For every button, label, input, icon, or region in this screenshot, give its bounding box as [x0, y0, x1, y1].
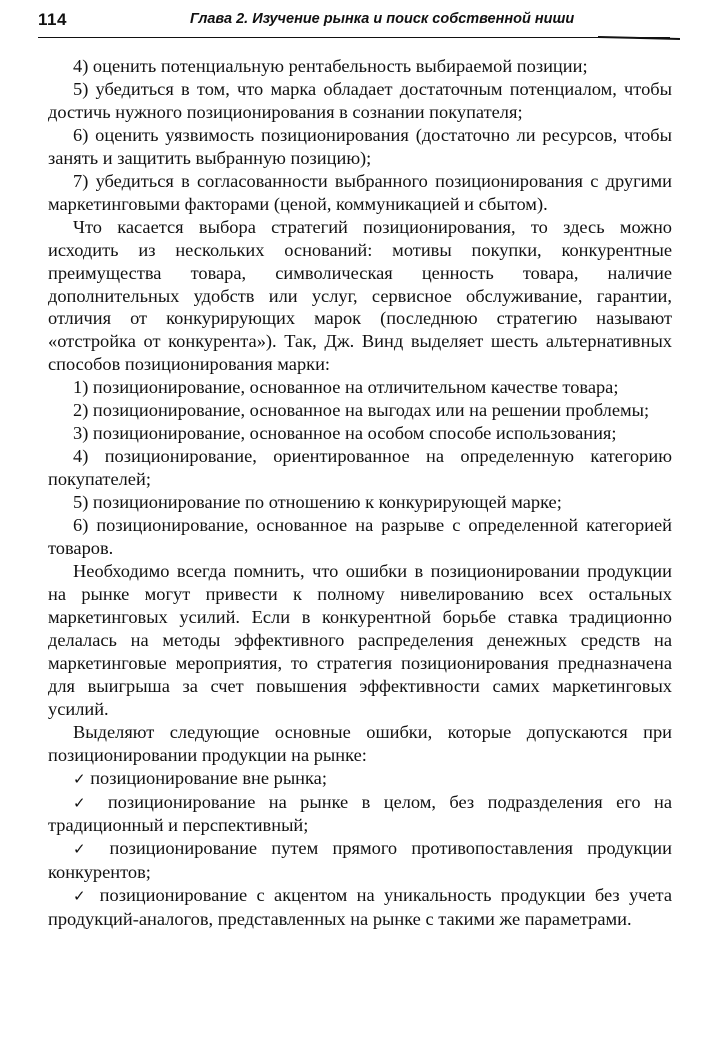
check-item	[48, 767, 672, 791]
check-item	[48, 791, 672, 838]
paragraph-list-6: 6) оценить уязвимость позиционирования (достаточно ли ресурсов, чтобы занять и защитить выбранную позицию);	[48, 124, 672, 168]
paragraph-method-2: 2) позиционирование, основанное на выгодах или на решении проблемы;	[73, 400, 650, 421]
header-rule	[38, 37, 670, 38]
check-item-text: позиционирование на рынке в целом, без подразделения его на традиционный и перспективный;	[48, 791, 672, 836]
running-title: Глава 2. Изучение рынка и поиск собственной ниши	[190, 11, 575, 27]
paragraph-strategies: Что касается выбора стратегий позиционирования, то здесь можно исходить из нескольких оснований: мотивы покупки, конкурентные преимущества товара, символическая ценность товара, наличие дополнительных удобств или услуг, сервисное обслуживание, гарантии, отличия от конкурирующих марок (последнюю стратегию называют «отстройка от конкурента»). Так, Дж. Винд выделяет шесть альтернативных способов позиционирования марки:	[48, 216, 672, 375]
paragraph-method-5: 5) позиционирование по отношению к конкурирующей марке;	[73, 492, 562, 513]
check-mark-icon: ✓	[73, 840, 96, 859]
check-item	[48, 837, 672, 884]
check-mark-icon: ✓	[73, 793, 95, 812]
paragraph-list-4: 4) оценить потенциальную рентабельность выбираемой позиции;	[73, 56, 588, 76]
check-item-text: позиционирование путем прямого противопоставления продукции конкурентов;	[48, 838, 672, 883]
paragraph-method-6: 6) позиционирование, основанное на разрыве с определенной категорией товаров.	[48, 515, 672, 559]
paragraph-method-1: 1) позиционирование, основанное на отличительном качестве товара;	[73, 377, 619, 398]
paragraph-errors-importance: Необходимо всегда помнить, что ошибки в позиционировании продукции на рынке могут привести к полному нивелированию всех остальных маркетинговых усилий. Если в конкурентной борьбе ставка традиционно делалась на методы эффективного распределения денежных средств на маркетинговые мероприятия, то стратегия позиционирования предназначена для выигрыша за счет повышения эффективности самих маркетинговых усилий.	[48, 560, 672, 719]
check-mark-icon: ✓	[73, 887, 91, 906]
paragraph-method-3: 3) позиционирование, основанное на особом способе использования;	[73, 423, 617, 444]
check-item-text: позиционирование вне рынка;	[90, 767, 327, 788]
paragraph-errors-intro: Выделяют следующие основные ошибки, которые допускаются при позиционировании продукции на рынке:	[48, 721, 672, 765]
check-mark-icon: ✓	[73, 769, 86, 788]
check-item	[48, 884, 672, 931]
check-item-text: позиционирование с акцентом на уникальность продукции без учета продукций-аналогов, представленных на рынке с такими же параметрами.	[48, 885, 672, 930]
page-header	[38, 10, 676, 40]
paragraph-list-5: 5) убедиться в том, что марка обладает достаточным потенциалом, чтобы достичь нужного позиционирования в сознании покупателя;	[48, 78, 672, 122]
page-number: 114	[38, 10, 67, 29]
body-text	[48, 55, 672, 931]
paragraph-list-7: 7) убедиться в согласованности выбранного позиционирования с другими маркетинговыми факторами (ценой, коммуникацией и сбытом).	[48, 170, 672, 214]
paragraph-method-4: 4) позиционирование, ориентированное на определенную категорию покупателей;	[48, 446, 672, 490]
